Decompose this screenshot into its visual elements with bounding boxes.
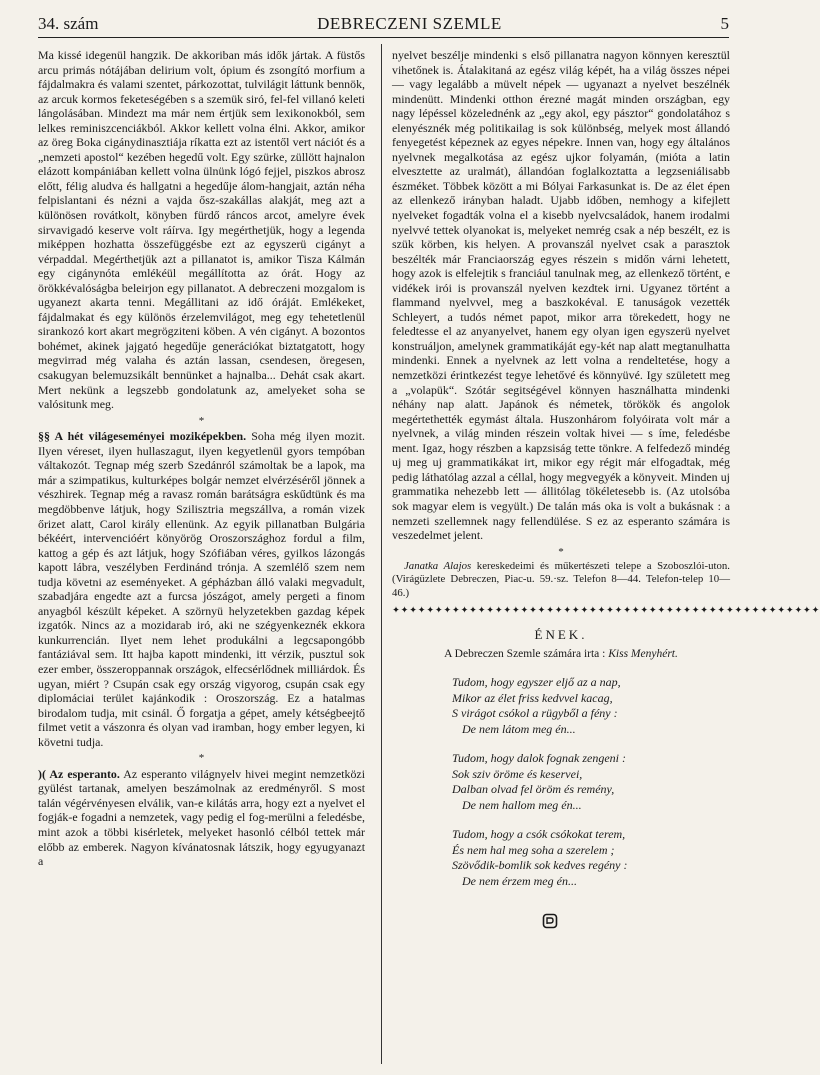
poem-line: Dalban olvad fel öröm és remény, — [452, 782, 615, 797]
poem-author: Kiss Menyhért. — [608, 647, 678, 660]
section-separator: * — [198, 414, 205, 427]
poem-byline-prefix: A Debreczen Szemle számára irta : — [444, 647, 609, 660]
poem-line: De nem érzem meg én... — [462, 873, 577, 888]
war-article-body: Soha még ilyen mozit. Ilyen véreset, ilyen hullaszagut, ilyen kegyetlenül gyors tempóban váltakozót. Tegnap még szerb Szedánról számoltak be a lapok, ma már a szimpatikus, kulturképes bolgár nemzet elvérzéséről jönnek a vészhirek. Tegnap még a ravasz román barátságra eskűdtünk és ma megdöbbenve látjuk, hogy Szilisztria megszállva, a román vizek őrizet alatt, Carol király ellenünk. Az egyik pillanatban Bulgária békéért, intervencióért könyörög Oroszországhoz fordul a film, kattog a gép és azt látjuk, hogy Szófiában véres, gyilkos lázongás kapott lábra, veszélyben Ferdinánd trónja. A szemlélő szem nem tudja követni az eseményeket. A gépházban álló valaki megvadult, szabadjára engedte azt a furcsa jószágot, amely pergeti a finom anyagból készült képeket. A szörnyü helyzetekben gazdag képek izgatók. Nincs az a mozidarab iró, aki ne szégyenkeznék ekkora kunkurrencián. Ilyet nem lehet produkálni a legcsapongóbb fantáziával sem. Itt hajba kapott mindenki, itt vérzik, pusztul sok ezer ember, összeroppannak országok, elfecsérlődnek milliárdok. És ugyan, miért ? Csupán csak egy ország vigyorog, csupán csak egy diplomáciai terület kajánkodik : Oroszország. Ez a hatalmas birodalom tudja, mit csinál. Ő forgatja a gépet, amely kétségbeejtő filmet vetit a vászonra és olyan vad iramban, hogy ember legyen, ki követni tudja. — [38, 429, 365, 749]
right-column — [392, 48, 820, 933]
left-column — [38, 48, 365, 869]
poem-stanza — [452, 675, 730, 737]
esperanto-continuation: nyelvet beszélje mindenki s első pillanatra nagyon könnyen keresztül vihetőnek is. Átalakitaná az egész világ képét, ha a világ összes népei — vagy legalább a müvelt népek — ugyanazt a nyelvet beszélnék mindenütt. Mindenki otthon érezné magát minden országban, egy nagy lépéssel közelednénk az „egy akol, egy pásztor“ gondolatához s elenyésznék még politikailag is sok különbség, melyek most állandó fenyegetést képeznek az egyes népekre. Innen van, hogy egy általános nyelvnek megalkotása az egész ujkor folyamán, (mióta a latin elvesztette az uralmát), állandóan foglalkoztatta a legzseniálisabb észméket. Többek között a mi Bólyai Farkasunkat is. De az élet épen az ellenkező irányban haladt. Ujabb időben, nemhogy a kifejlett nyelveket fogadták volna el a kisebb nyelvcsaládok, hanem irodalmi nyelvvé tettek olyanokat is, melyeket nemrég csak a nép beszélt, ez is szük körben, kis helyen. A provanszál nyelvet csak a parasztok beszélték már Franciaország egyes részein s midőn várni lehetett, hogy azok is elfelejtik s franciául tanulnak meg, az ellenkező történt, e vidékek irói is provanszál nyelven kezdtek irni. Ugyanez történt a flammand nyelvvel, meg a baszkokéval. E tanuságok vezették Schleyert, a tudós német papot, mikor arra törekedett, hogy ne feledtesse el az anyanyelvet, hanem egy olyan igen egyszerü nyelvet konstruáljon, amelynek grammatikáját egy-két nap alatt megtanulhatta mindenki. Ennek a nyelvnek az lett volna a rendeltetése, hogy a nemzetközi érintkezést tegye lehetővé és könnyüvé. Igy született meg a „volapük“. Szótár segitségével könnyen használhatta mindenki néhány nap alatt. Japánok és németek, törökök és angolok megértethették egymást általa. Huszonhárom folyóirata volt már a nyelvnek, a világ minden részein voltak hivei — s íme, feledésbe ment. Igaz, hogy részben a kapzsiság tette tönkre. A felfedező mindég uj meg uj grammatikákat irt, mikor egy régit már elfogadtak, még pedig láthatólag azzal a céllal, hogy megvegyék a könyveit. Minden uj grammatika nehezebb lett — állitólag tökéletesebb is. (Az utolsóba sok magyar elem is vegyült.) De talán más oka is volt a bukásnak : a nemzeti szellemnek nagy fellendülése. S ez az esperanto számára is veszedelmet jelent. — [392, 48, 730, 543]
gypsy-article: Ma kissé idegenül hangzik. De akkoriban más idők jártak. A füstős arcu primás nótájában delirium volt, ópium és zsongító morfium a fájdalmakra és valami szentet, párkozottat, tulvilágit láttunk bennök, az arcuk kormos feketeségében s a szemük siró, fel-fel villanó keleti lángolásában. Mindezt ma már nem értjük sem lexikonokból, sem lelkes reminiszcenciákból. Akkor kellett volna élni. Akkor, amikor az öreg Boka cigánydinasztiája ríkatta ezt az istentől vert nációt és a „nemzeti apostol“ kezében hegedű volt. Egy szürke, züllött hajnalon elázott kompániában kellett volna ülnünk lógó fejjel, piszkos abrosz előtt, félig aludva és hallgatni a hegedűje álom-hangjait, aztán néha felpislantani és nézni a vajda ősz-szakállas alakját, meg azt a különösen rovátkolt, könyben fürdő ráncos arcot, amelyre évek sirvavigadó keserve volt ráírva. Igy megérthetjük, hogy a legenda miképpen hozhatta összefüggésbe ezt az egyszerü cigányt a vérpaddal. Megérthetjük azt a pillanatot is, amikor Tisza Kálmán egy cigánynóta emlékéül megállította az órát. Hogy az örökkévalóságba beleirjon egy pillanatot. A debreczeni mozgalom is ugyanezt akarta tenni. Megállitani az idő óráját. Emlékeket, fájdalmakat és egy különös érzelemvilágot, meg egy tehetetlenül sirankozó kort akart megrögziteni köben. A vén cigányt. A bozontos bohémet, akinek jajgató hegedűje generációkat biztatgatott, hogy megvirrad még valaha és aztán lassan, csendesen, öregesen, csakugyan belemuzsikált bennünket a hajnalba... Dehát csak akart. Mert nekünk a legszebb gondolatunk az, amelyeket soha se valósitunk meg. — [38, 48, 365, 412]
esperanto-article — [38, 767, 365, 869]
florist-advert — [392, 560, 730, 600]
poem-line: S virágot csókol a rügyből a fény : — [452, 706, 618, 721]
header-rule — [38, 37, 729, 38]
war-article-heading: §§ A hét világeseményei moziképekben. — [38, 429, 247, 444]
poem-stanza — [452, 751, 730, 813]
poem-line: Mikor az élet friss kedvvel kacag, — [452, 690, 613, 705]
poem-line: Tudom, hogy egyszer eljő az a nap, — [452, 675, 621, 690]
ornamental-border: ✦✦✦✦✦✦✦✦✦✦✦✦✦✦✦✦✦✦✦✦✦✦✦✦✦✦✦✦✦✦✦✦✦✦✦✦✦✦✦✦✦✦✦✦✦✦✦✦✦✦ — [392, 605, 820, 616]
esperanto-heading: )( Az esperanto. — [38, 766, 120, 781]
advert-body: kereskedeimi és műkertészeti telepe a Szoboszlói-uton. (Virágüzlete Debreczen, Piac-u. 59.·sz. Telefon 8—44. Telefon-telep 10—46.) — [392, 560, 730, 599]
issue-number: 34. szám — [38, 14, 99, 33]
publication-title: DEBRECZENI SZEMLE — [317, 14, 502, 33]
poem-line: Sok sziv öröme és keservei, — [452, 766, 583, 781]
column-divider — [381, 44, 382, 1064]
esperanto-body: Az esperanto világnyelv hivei megint nemzetközi gyülést tartanak, amelyen beszámolnak az eredményről. S most talán végérvényesen elválik, van-e kilátás arra, hogy ezt a nyelvet el fogják-e fogadni a nemzetek, vagy pedig el fog-merülni a feledésbe, mint azok a többi kisérletek, melyeket hasonló célból tettek már előbb az emberek. Nagyon kívánatosnak látszik, hogy egyugyanazt a — [38, 766, 365, 869]
page-header — [38, 12, 729, 34]
poem-byline — [392, 647, 730, 662]
poem-line: És nem hal meg soha a szerelem ; — [452, 842, 615, 857]
page-number: 5 — [720, 14, 729, 33]
poem-line: Tudom, hogy dalok fognak zengeni : — [452, 751, 626, 766]
poem-line: Szövődik-bomlik sok kedves regény : — [452, 858, 628, 873]
poem-stanza — [452, 827, 730, 889]
poem-line: Tudom, hogy a csók csókokat terem, — [452, 827, 626, 842]
poem-line: De nem hallom meg én... — [462, 797, 582, 812]
war-article — [38, 429, 365, 749]
poem-title: ÉNEK. — [534, 627, 588, 643]
section-separator: * — [558, 545, 564, 558]
poem-line: De nem látom meg én... — [462, 721, 576, 736]
advert-name: Janatka Alajos — [404, 560, 472, 573]
printer-mark-icon — [542, 913, 558, 929]
section-separator: * — [198, 752, 205, 765]
